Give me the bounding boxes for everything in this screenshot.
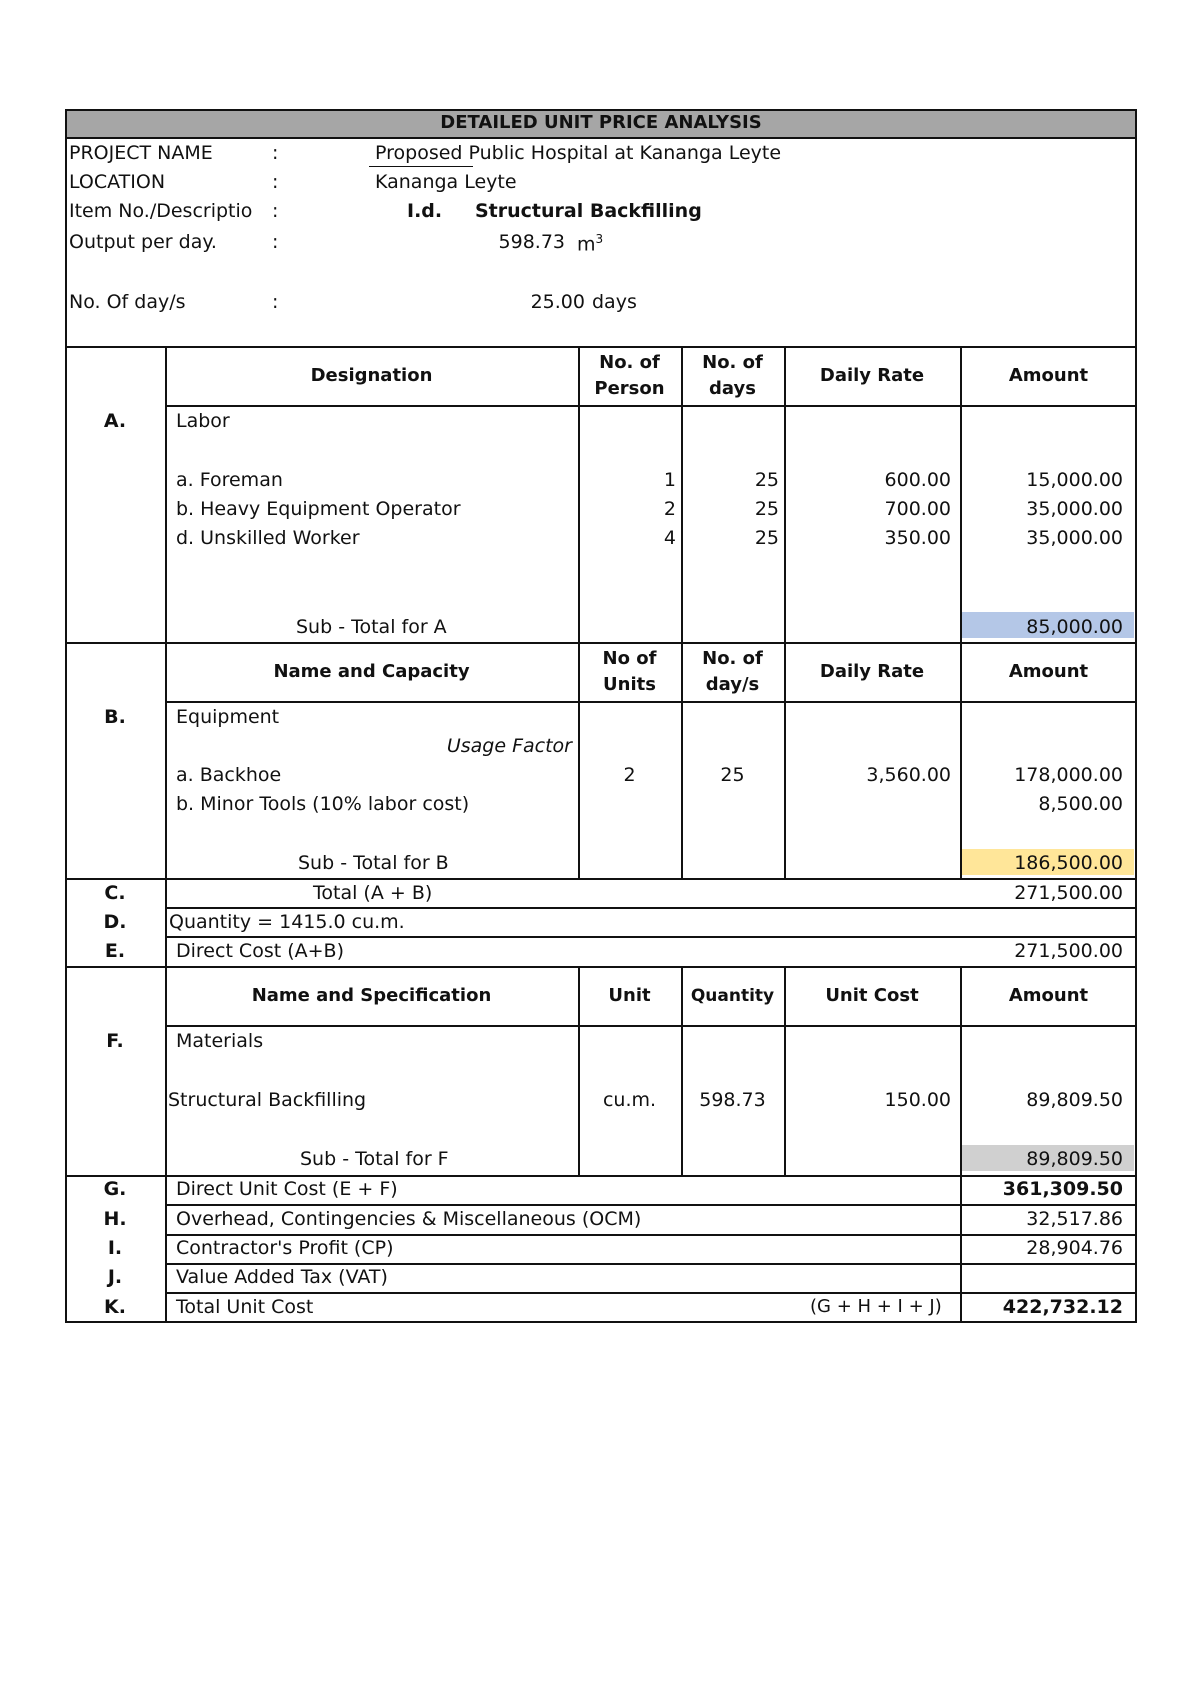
unit-exponent: 3 (595, 232, 604, 246)
location-label: LOCATION (69, 171, 166, 193)
output-per-day-value: 598.73 (498, 231, 565, 253)
rule (784, 346, 786, 879)
col-unit: Unit (608, 985, 651, 1006)
rule (165, 1025, 1137, 1027)
rule (165, 346, 167, 1323)
col-days-line2: days (709, 378, 756, 399)
sheet-title: DETAILED UNIT PRICE ANALYSIS (440, 112, 762, 133)
equipment-item-units: 2 (623, 764, 636, 786)
row-letter-e: E. (104, 940, 126, 962)
subtotal-f-value: 89,809.50 (1026, 1148, 1123, 1170)
rule (578, 346, 580, 879)
unit-m: m (577, 233, 596, 256)
vat-label: Value Added Tax (VAT) (176, 1266, 388, 1288)
equipment-item-name: a. Backhoe (176, 764, 282, 786)
rule (165, 1204, 1137, 1206)
item-description: Structural Backfilling (475, 200, 702, 222)
rule (65, 878, 1137, 880)
col-units-line1: No of (602, 648, 657, 669)
labor-item-amount: 15,000.00 (1026, 469, 1123, 491)
material-item-unit: cu.m. (602, 1089, 657, 1111)
usage-factor-label: Usage Factor (446, 735, 572, 757)
col-unit-cost: Unit Cost (825, 985, 919, 1006)
rule (65, 966, 1137, 968)
location-colon: : (272, 171, 279, 193)
project-name-underline (369, 166, 473, 167)
col-days-line1: No. of (702, 648, 763, 669)
project-name-value: Proposed Public Hospital at Kananga Leyte (375, 142, 782, 164)
labor-item-rate: 350.00 (884, 527, 951, 549)
subtotal-b-label: Sub - Total for B (298, 852, 449, 874)
unit-price-analysis-sheet (65, 109, 1137, 1323)
output-per-day-unit (577, 227, 603, 256)
total-a-b-label: Total (A + B) (313, 882, 433, 904)
rule (960, 966, 962, 1322)
equipment-item-rate: 3,560.00 (866, 764, 951, 786)
col-amount: Amount (1008, 661, 1089, 682)
item-description-label: Item No./Descriptio (69, 200, 253, 222)
labor-item-days: 25 (754, 469, 779, 491)
col-days-line1: No. of (702, 352, 763, 373)
contractor-profit-value: 28,904.76 (1026, 1237, 1123, 1259)
equipment-item-days: 25 (720, 764, 745, 786)
labor-item-days: 25 (754, 498, 779, 520)
row-letter-j: J. (107, 1266, 123, 1288)
material-item-name: Structural Backfilling (168, 1089, 367, 1111)
output-per-day-label: Output per day. (69, 231, 217, 253)
col-persons-line2: Person (594, 378, 665, 399)
labor-item-days: 25 (754, 527, 779, 549)
rule (165, 405, 1137, 407)
labor-item-persons: 1 (663, 469, 676, 491)
quantity-label: Quantity = 1415.0 cu.m. (169, 911, 405, 933)
col-persons-line1: No. of (599, 352, 660, 373)
rule (165, 907, 1137, 909)
project-name-colon: : (272, 142, 279, 164)
rule (65, 642, 1137, 644)
total-unit-cost-label: Total Unit Cost (176, 1296, 314, 1318)
labor-item-persons: 2 (663, 498, 676, 520)
col-name-capacity: Name and Capacity (273, 661, 470, 682)
row-letter-i: I. (107, 1237, 123, 1259)
labor-item-amount: 35,000.00 (1026, 498, 1123, 520)
item-description-colon: : (272, 200, 279, 222)
project-name-label: PROJECT NAME (69, 142, 213, 164)
col-units-line2: Units (603, 674, 656, 695)
section-letter-f: F. (106, 1030, 124, 1052)
ocm-value: 32,517.86 (1026, 1208, 1123, 1230)
output-per-day-colon: : (272, 231, 279, 253)
material-item-quantity: 598.73 (699, 1089, 766, 1111)
days-label: No. Of day/s (69, 291, 186, 313)
labor-item-rate: 600.00 (884, 469, 951, 491)
col-amount: Amount (1008, 985, 1089, 1006)
material-item-unit-cost: 150.00 (884, 1089, 951, 1111)
rule (65, 137, 1137, 139)
col-quantity: Quantity (690, 986, 775, 1006)
materials-category: Materials (176, 1030, 264, 1052)
col-amount: Amount (1008, 365, 1089, 386)
days-unit: days (592, 291, 637, 313)
equipment-item-amount: 8,500.00 (1038, 793, 1123, 815)
location-value: Kananga Leyte (375, 171, 517, 193)
subtotal-a-label: Sub - Total for A (296, 616, 447, 638)
equipment-category: Equipment (176, 706, 280, 728)
labor-item-rate: 700.00 (884, 498, 951, 520)
rule (681, 346, 683, 879)
row-letter-d: D. (103, 911, 127, 933)
subtotal-b-value: 186,500.00 (1014, 852, 1123, 874)
direct-cost-label: Direct Cost (A+B) (176, 940, 344, 962)
rule (165, 936, 1137, 938)
col-designation: Designation (310, 365, 433, 386)
rule (65, 346, 1137, 348)
total-unit-cost-formula: (G + H + I + J) (810, 1296, 942, 1317)
direct-cost-value: 271,500.00 (1014, 940, 1123, 962)
direct-unit-cost-value: 361,309.50 (1002, 1178, 1123, 1200)
contractor-profit-label: Contractor's Profit (CP) (176, 1237, 394, 1259)
total-a-b-value: 271,500.00 (1014, 882, 1123, 904)
equipment-item-amount: 178,000.00 (1014, 764, 1123, 786)
col-days-line2: day/s (705, 674, 760, 695)
material-item-amount: 89,809.50 (1026, 1089, 1123, 1111)
days-value: 25.00 (530, 291, 585, 313)
labor-item-name: b. Heavy Equipment Operator (176, 498, 461, 520)
labor-item-name: a. Foreman (176, 469, 283, 491)
labor-item-name: d. Unskilled Worker (176, 527, 360, 549)
equipment-item-name: b. Minor Tools (10% labor cost) (176, 793, 470, 815)
labor-item-persons: 4 (663, 527, 676, 549)
rule (165, 701, 1137, 703)
subtotal-f-label: Sub - Total for F (300, 1148, 449, 1170)
rule (165, 1292, 1137, 1294)
row-letter-g: G. (103, 1178, 127, 1200)
row-letter-k: K. (104, 1296, 126, 1318)
direct-unit-cost-label: Direct Unit Cost (E + F) (176, 1178, 398, 1200)
item-number: I.d. (407, 200, 443, 222)
days-colon: : (272, 291, 279, 313)
ocm-label: Overhead, Contingencies & Miscellaneous (OCM) (176, 1208, 642, 1230)
total-unit-cost-value: 422,732.12 (1002, 1296, 1123, 1318)
labor-item-amount: 35,000.00 (1026, 527, 1123, 549)
labor-category: Labor (176, 410, 230, 432)
col-daily-rate: Daily Rate (819, 365, 925, 386)
col-name-specification: Name and Specification (251, 985, 492, 1006)
row-letter-c: C. (104, 882, 126, 904)
col-daily-rate: Daily Rate (819, 661, 925, 682)
row-letter-h: H. (103, 1208, 127, 1230)
section-letter-a: A. (103, 410, 127, 432)
section-letter-b: B. (104, 706, 126, 728)
subtotal-a-value: 85,000.00 (1026, 616, 1123, 638)
